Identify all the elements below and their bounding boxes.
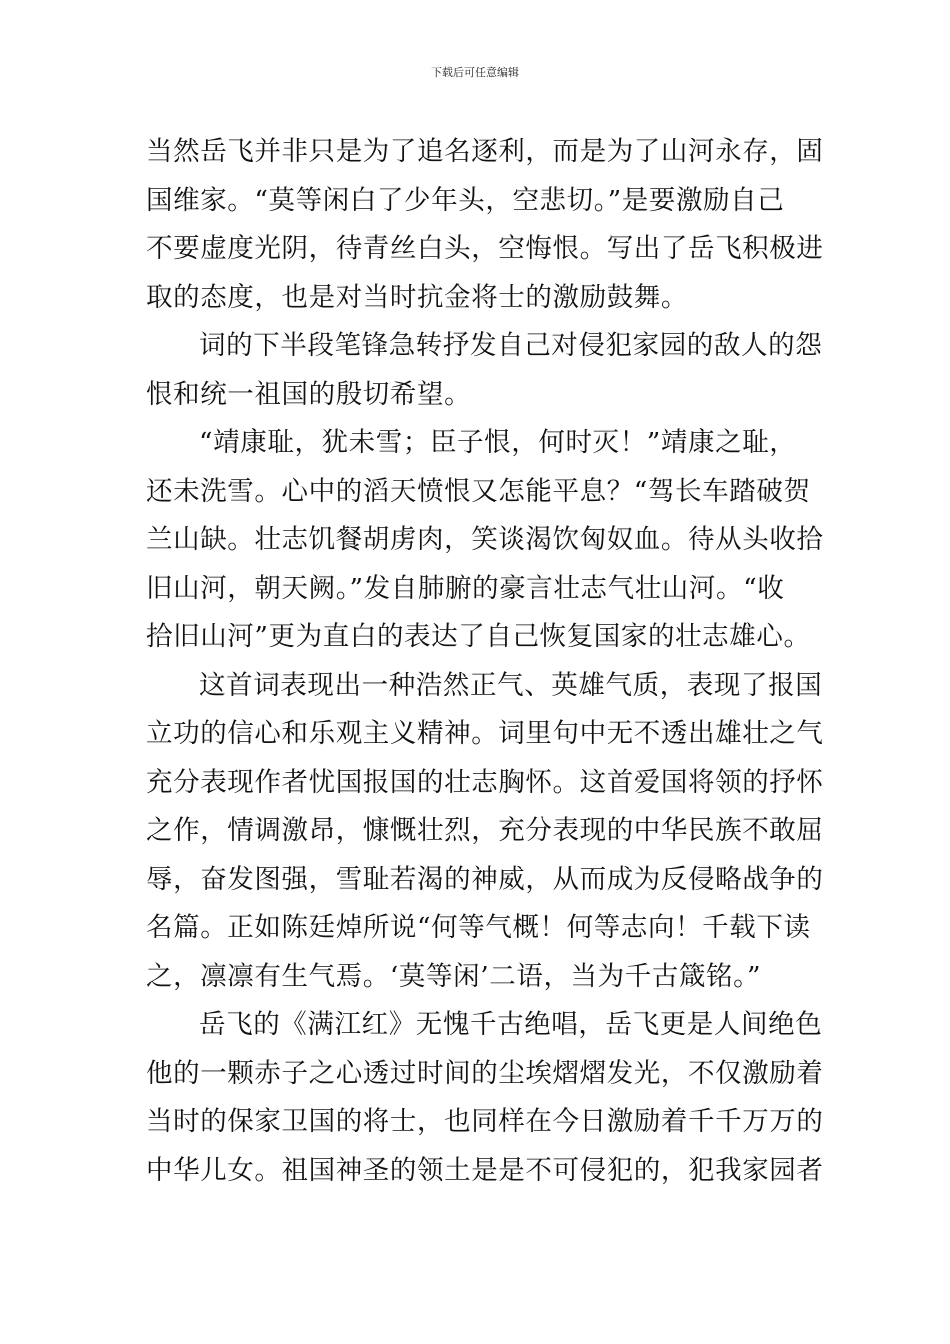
paragraph-3 xyxy=(146,419,824,662)
text-line: 还未洗雪。心中的滔天愤恨又怎能平息？“驾长车踏破贺 xyxy=(146,475,811,507)
text-line: 当然岳飞并非只是为了追名逐利，而是为了山河永存，固 xyxy=(146,136,824,167)
paragraph-1 xyxy=(146,128,824,322)
text-line: 国维家。“莫等闲白了少年头，空悲切。”是要激励自己 xyxy=(146,184,785,216)
text-line: 名篇。正如陈廷焯所说“何等气概！何等志向！千载下读 xyxy=(146,912,811,943)
paragraph-2 xyxy=(146,322,823,419)
paragraph-4 xyxy=(146,662,824,1002)
text-line: 取的态度，也是对当时抗金将士的激励鼓舞。 xyxy=(146,281,688,313)
text-line: 恨和统一祖国的殷切希望。 xyxy=(146,378,472,410)
text-line: 兰山缺。壮志饥餐胡虏肉，笑谈渴饮匈奴血。待从头收拾 xyxy=(146,524,824,555)
text-line: 岳飞的《满江红》无愧千古绝唱，岳飞更是人间绝色 xyxy=(199,1009,823,1040)
text-line: 拾旧山河”更为直白的表达了自己恢复国家的壮志雄心。 xyxy=(146,621,811,652)
text-line: 立功的信心和乐观主义精神。词里句中无不透出雄壮之气 xyxy=(146,718,824,749)
text-line: 之，凛凛有生气焉。‘莫等闲’二语，当为千古箴铭。” xyxy=(146,960,762,992)
paragraph-5 xyxy=(146,1001,824,1195)
text-line: 当时的保家卫国的将士，也同样在今日激励着千千万万的 xyxy=(146,1106,824,1137)
text-line: 旧山河，朝天阙。”发自肺腑的豪言壮志气壮山河。“收 xyxy=(146,572,785,604)
text-line: 中华儿女。祖国神圣的领土是是不可侵犯的，犯我家园者 xyxy=(146,1154,824,1186)
text-line: 词的下半段笔锋急转抒发自己对侵犯家园的敌人的怨 xyxy=(199,330,823,361)
text-line: 这首词表现出一种浩然正气、英雄气质，表现了报国 xyxy=(199,669,823,701)
document-body xyxy=(146,128,824,1195)
text-line: 之作，情调激昂，慷慨壮烈，充分表现的中华民族不敢屈 xyxy=(146,815,824,846)
text-line: 辱，奋发图强，雪耻若渴的神威，从而成为反侵略战争的 xyxy=(146,863,824,895)
page-header-note: 下载后可任意编辑 xyxy=(431,66,519,79)
text-line: 不要虚度光阴，待青丝白头，空悔恨。写出了岳飞积极进 xyxy=(146,233,824,264)
text-line: 充分表现作者忧国报国的壮志胸怀。这首爱国将领的抒怀 xyxy=(146,766,824,798)
text-line: “靖康耻，犹未雪；臣子恨，何时灭！”靖康之耻， xyxy=(199,427,797,458)
text-line: 他的一颗赤子之心透过时间的尘埃熠熠发光，不仅激励着 xyxy=(146,1057,824,1089)
